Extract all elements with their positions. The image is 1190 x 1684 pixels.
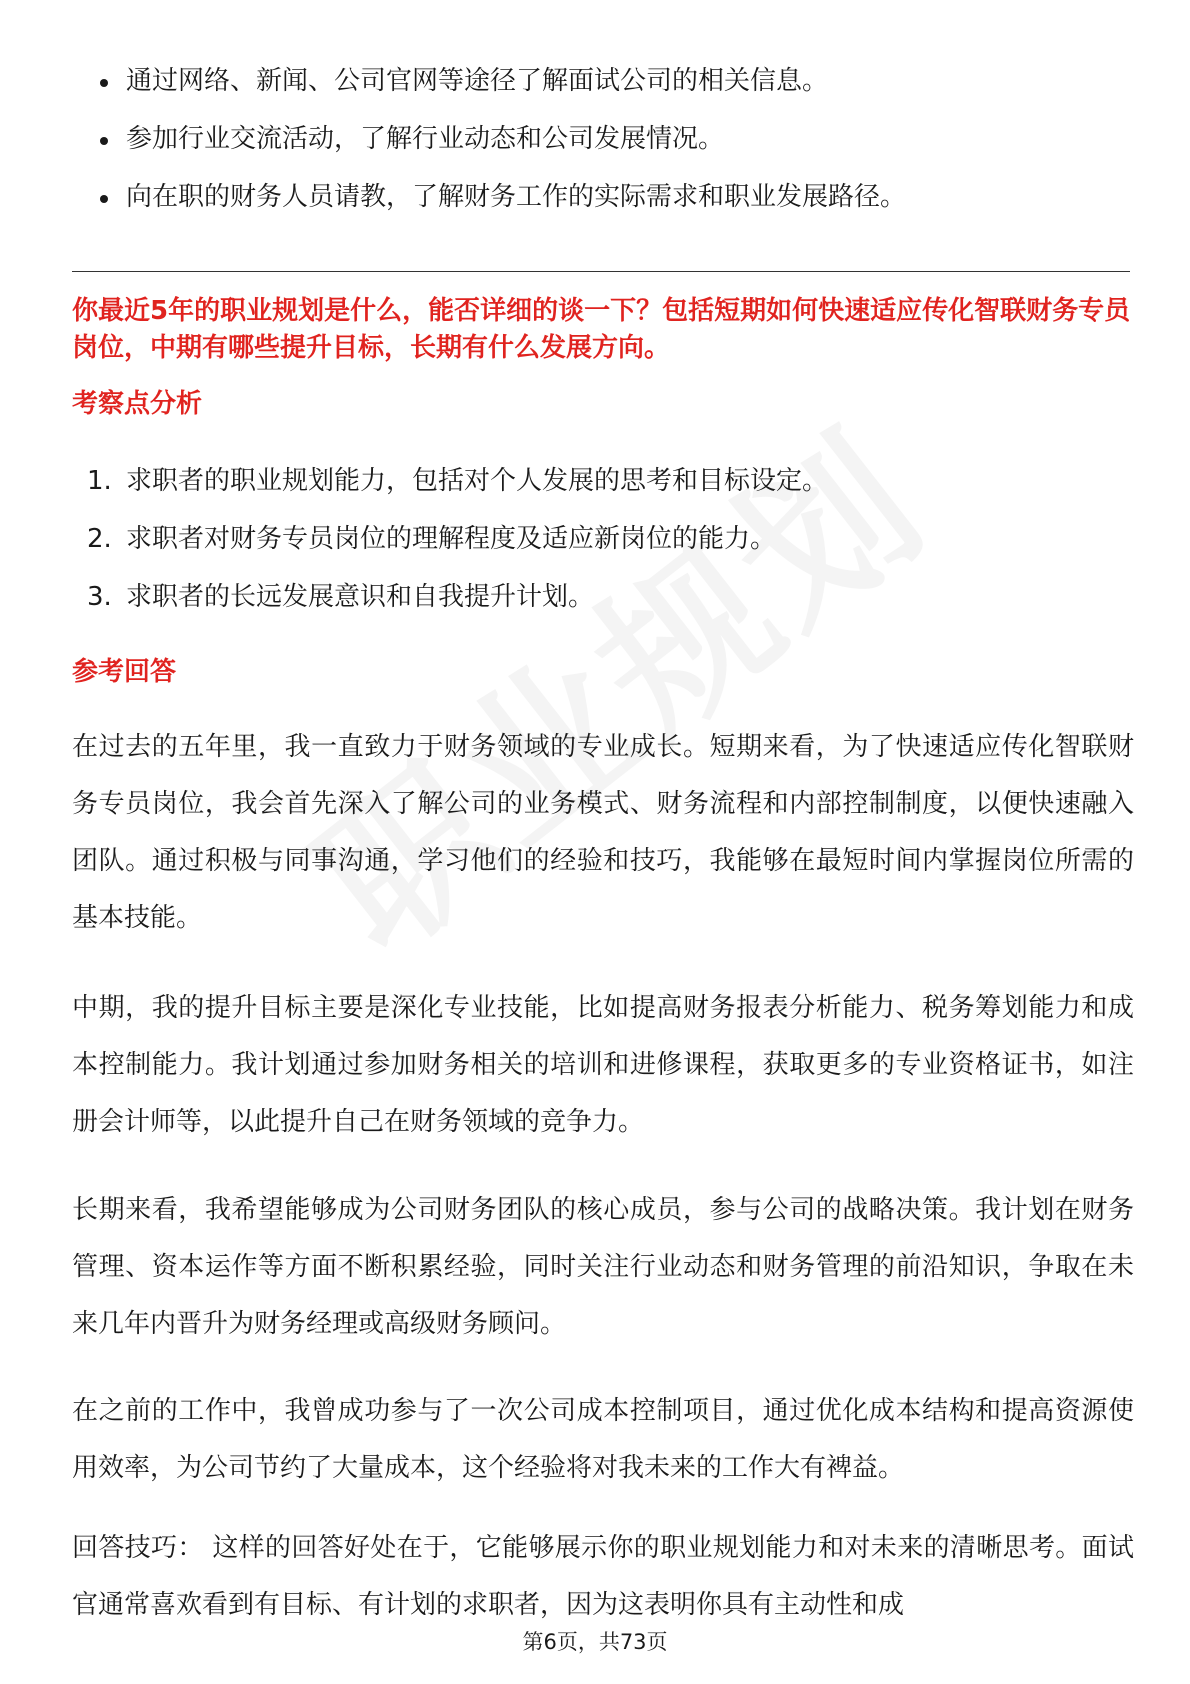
analysis-point — [72, 510, 1132, 568]
analysis-point-list — [72, 452, 1132, 626]
page-number: 第6页，共73页 — [522, 1630, 668, 1654]
analysis-point — [72, 452, 1132, 510]
analysis-heading: 考察点分析 — [72, 389, 203, 419]
bullet-dot-icon — [100, 137, 108, 145]
section-divider — [72, 271, 1130, 272]
bullet-text: 向在职的财务人员请教，了解财务工作的实际需求和职业发展路径。 — [126, 182, 907, 212]
bullet-dot-icon — [100, 79, 108, 87]
point-number: 1. — [87, 466, 112, 496]
point-number: 2. — [87, 524, 112, 554]
point-text: 求职者对财务专员岗位的理解程度及适应新岗位的能力。 — [126, 524, 777, 554]
bullet-item — [72, 110, 1132, 168]
bullet-item — [72, 168, 1132, 226]
analysis-point — [72, 568, 1132, 626]
answer-paragraph-experience: 在之前的工作中，我曾成功参与了一次公司成本控制项目，通过优化成本结构和提高资源使用效率，为公司节约了大量成本，这个经验将对我未来的工作大有裨益。 — [72, 1396, 1134, 1483]
bullet-text: 参加行业交流活动，了解行业动态和公司发展情况。 — [126, 124, 725, 154]
answer-heading: 参考回答 — [72, 657, 177, 687]
interview-question: 你最近5年的职业规划是什么，能否详细的谈一下？包括短期如何快速适应传化智联财务专员岗位，中期有哪些提升目标，长期有什么发展方向。 — [72, 296, 1131, 363]
answer-paragraph-short-term: 在过去的五年里，我一直致力于财务领域的专业成长。短期来看，为了快速适应传化智联财务专员岗位，我会首先深入了解公司的业务模式、财务流程和内部控制制度，以便快速融入团队。通过积极与同事沟通，学习他们的经验和技巧，我能够在最短时间内掌握岗位所需的基本技能。 — [72, 732, 1134, 933]
bullet-dot-icon — [100, 195, 108, 203]
point-number: 3. — [87, 582, 112, 612]
bullet-item — [72, 52, 1132, 110]
answer-paragraph-long-term: 长期来看，我希望能够成为公司财务团队的核心成员，参与公司的战略决策。我计划在财务管理、资本运作等方面不断积累经验，同时关注行业动态和财务管理的前沿知识，争取在未来几年内晋升为财务经理或高级财务顾问。 — [72, 1195, 1134, 1339]
research-bullet-list — [72, 52, 1132, 226]
answer-paragraph-mid-term: 中期，我的提升目标主要是深化专业技能，比如提高财务报表分析能力、税务筹划能力和成本控制能力。我计划通过参加财务相关的培训和进修课程，获取更多的专业资格证书，如注册会计师等，以此提升自己在财务领域的竞争力。 — [72, 993, 1134, 1137]
answer-tips: 回答技巧： 这样的回答好处在于，它能够展示你的职业规划能力和对未来的清晰思考。面试官通常喜欢看到有目标、有计划的求职者，因为这表明你具有主动性和成 — [72, 1533, 1134, 1620]
bullet-text: 通过网络、新闻、公司官网等途径了解面试公司的相关信息。 — [126, 66, 829, 96]
point-text: 求职者的职业规划能力，包括对个人发展的思考和目标设定。 — [126, 466, 829, 496]
point-text: 求职者的长远发展意识和自我提升计划。 — [126, 582, 595, 612]
